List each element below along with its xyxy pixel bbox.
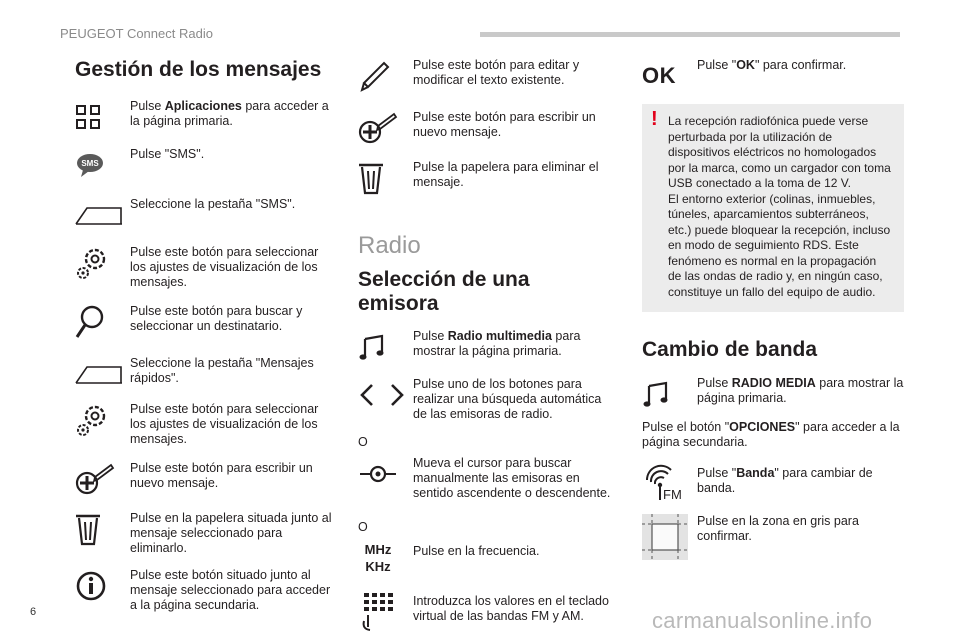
message-item-text (130, 245, 333, 290)
radio-step-3 (358, 456, 613, 501)
band-step-1-bold: RADIO MEDIA (731, 376, 816, 390)
tab-icon (75, 197, 130, 233)
message-item-bold: Aplicaciones (164, 99, 242, 113)
trash-icon (358, 160, 413, 196)
message-item-text (130, 568, 333, 613)
settings-icon (75, 402, 130, 438)
gray-zone-icon (642, 514, 697, 560)
message-item-text-part: Seleccione la pestaña "SMS". (130, 197, 296, 211)
band-step-4 (642, 514, 904, 560)
watermark: carmanualsonline.info (652, 608, 873, 633)
message-item (75, 304, 333, 340)
message-item (75, 568, 333, 613)
trash-icon (75, 511, 130, 547)
page-header-title: PEUGEOT Connect Radio (60, 26, 213, 41)
message-item (75, 197, 333, 233)
message-item (75, 461, 333, 497)
info-icon (75, 568, 130, 604)
message-item-text-part: Seleccione la pestaña "Mensajes rápidos". (130, 356, 314, 385)
message-item-text-part: Pulse este botón situado junto al mensaje seleccionado para acceder a la página secundaria. (130, 568, 331, 612)
band-step-3-bold: Banda (736, 466, 775, 480)
message-item-text (130, 99, 333, 129)
or-label-2: O (358, 520, 368, 534)
new-message-icon (75, 461, 130, 497)
message-item-text (130, 511, 333, 556)
frequency-icon (358, 538, 413, 578)
warning-icon: ! (651, 108, 658, 130)
edit-item-text (413, 160, 613, 190)
band-step-2-bold: OPCIONES (729, 420, 796, 434)
edit-item (358, 160, 613, 196)
ok-text-pre: Pulse " (697, 58, 737, 72)
radio-step-1-post: para mostrar la página primaria. (413, 329, 581, 358)
message-item (75, 147, 333, 183)
settings-icon (75, 245, 130, 281)
radio-step-1 (358, 329, 613, 365)
ok-icon (642, 58, 697, 94)
message-item (75, 511, 333, 556)
radio-step-2 (358, 377, 613, 422)
sms-badge: SMS (81, 159, 99, 168)
warning-paragraph-1: La recepción radiofónica puede verse perturbada por la utilización de dispositivos eléctricos no homologados por la marca, como un cargador con toma USB conectado a la toma de 12 V. (668, 114, 891, 190)
edit-list (358, 58, 613, 196)
radio-step-5 (358, 590, 613, 632)
edit-item-text-part: Pulse este botón para escribir un nuevo mensaje. (413, 110, 596, 139)
warning-paragraph-2: El entorno exterior (colinas, inmuebles, túneles, aparcamientos subterráneos, etc.) puede bloquear la recepción, incluso en modo de seguimiento RDS. Este fenómeno es normal en la propagación de las ondas de radio y, en ningún caso, constituye un fallo del equipo de audio. (668, 191, 891, 299)
sms-icon (75, 147, 130, 183)
band-step-4-text: Pulse en la zona en gris para confirmar. (697, 514, 859, 543)
radio-step-1-pre: Pulse (413, 329, 448, 343)
radio-step-2-text: Pulse uno de los botones para realizar una búsqueda automática de las emisoras de radio. (413, 377, 602, 421)
band-step-2-pre: Pulse el botón " (642, 420, 730, 434)
edit-item-text-part: Pulse la papelera para eliminar el mensaje. (413, 160, 599, 189)
message-item-text (130, 402, 333, 447)
message-item-text-part: Pulse este botón para buscar y seleccionar un destinatario. (130, 304, 303, 333)
messages-title: Gestión de los mensajes (75, 58, 322, 81)
message-item-text (130, 461, 333, 491)
edit-item-text-part: Pulse este botón para editar y modificar el texto existente. (413, 58, 580, 87)
edit-item-text (413, 110, 613, 140)
pencil-icon (358, 58, 413, 94)
keypad-icon (358, 590, 413, 632)
station-select-title: Selección de una emisora (358, 268, 530, 315)
message-item (75, 356, 333, 392)
mhz-label: MHz (364, 542, 392, 557)
message-item-text-part: Pulse este botón para escribir un nuevo mensaje. (130, 461, 313, 490)
message-item-text (130, 197, 295, 212)
radio-fm-icon (642, 462, 697, 502)
edit-item-text (413, 58, 613, 88)
edit-item (358, 58, 613, 94)
message-item (75, 99, 333, 135)
message-item-text-part: Pulse "SMS". (130, 147, 205, 161)
band-step-1-pre: Pulse (697, 376, 732, 390)
ok-text-bold: OK (736, 58, 755, 72)
band-step-3 (642, 462, 904, 502)
message-item-text-part: Pulse este botón para seleccionar los ajustes de visualización de los mensajes. (130, 245, 319, 289)
header-bar (480, 32, 900, 37)
khz-label: KHz (365, 559, 391, 574)
slider-cursor-icon (358, 456, 413, 492)
radio-step-5-text: Introduzca los valores en el teclado virtual de las bandas FM y AM. (413, 594, 609, 623)
radio-step-3-text: Mueva el cursor para buscar manualmente las emisoras en sentido ascendente o descendente. (413, 456, 611, 500)
band-step-2-post: " para acceder a la página secundaria. (642, 420, 900, 449)
band-column (642, 58, 904, 560)
band-step-3-post: " para cambiar de banda. (697, 466, 873, 495)
search-icon (75, 304, 130, 340)
ok-icon-label: OK (642, 63, 676, 88)
messages-list (75, 99, 333, 613)
tab-icon (75, 356, 130, 392)
band-step-2 (642, 420, 904, 450)
ok-step (642, 58, 904, 94)
messages-column (75, 58, 333, 613)
message-item-text (130, 147, 204, 162)
new-message-icon (358, 110, 413, 146)
chevrons-left-right-icon (358, 377, 413, 413)
page-number: 6 (30, 606, 37, 618)
message-item (75, 245, 333, 290)
or-label-1: O (358, 435, 368, 449)
ok-text-post: " para confirmar. (754, 58, 847, 72)
radio-step-4-text: Pulse en la frecuencia. (413, 544, 540, 558)
band-step-3-pre: Pulse " (697, 466, 737, 480)
message-item-text (130, 356, 333, 386)
music-note-icon (642, 376, 697, 412)
message-item-text (130, 304, 333, 334)
fm-badge: FM (663, 487, 682, 502)
message-item-text-part: Pulse (130, 99, 165, 113)
message-item (75, 402, 333, 447)
message-item-text-part: Pulse este botón para seleccionar los ajustes de visualización de los mensajes. (130, 402, 319, 446)
radio-step-1-bold: Radio multimedia (447, 329, 552, 343)
apps-grid-icon (75, 99, 130, 135)
band-step-1 (642, 376, 904, 412)
warning-box (642, 104, 904, 312)
radio-heading: Radio (358, 232, 421, 259)
band-step-1-post: para mostrar la página primaria. (697, 376, 904, 405)
radio-column (358, 58, 613, 632)
message-item-text-part: Pulse en la papelera situada junto al mensaje seleccionado para eliminarlo. (130, 511, 332, 555)
message-item-text-part: para acceder a la página primaria. (130, 99, 329, 128)
edit-item (358, 110, 613, 146)
radio-step-4 (358, 538, 613, 578)
music-note-icon (358, 329, 413, 365)
band-change-title: Cambio de banda (642, 338, 818, 361)
